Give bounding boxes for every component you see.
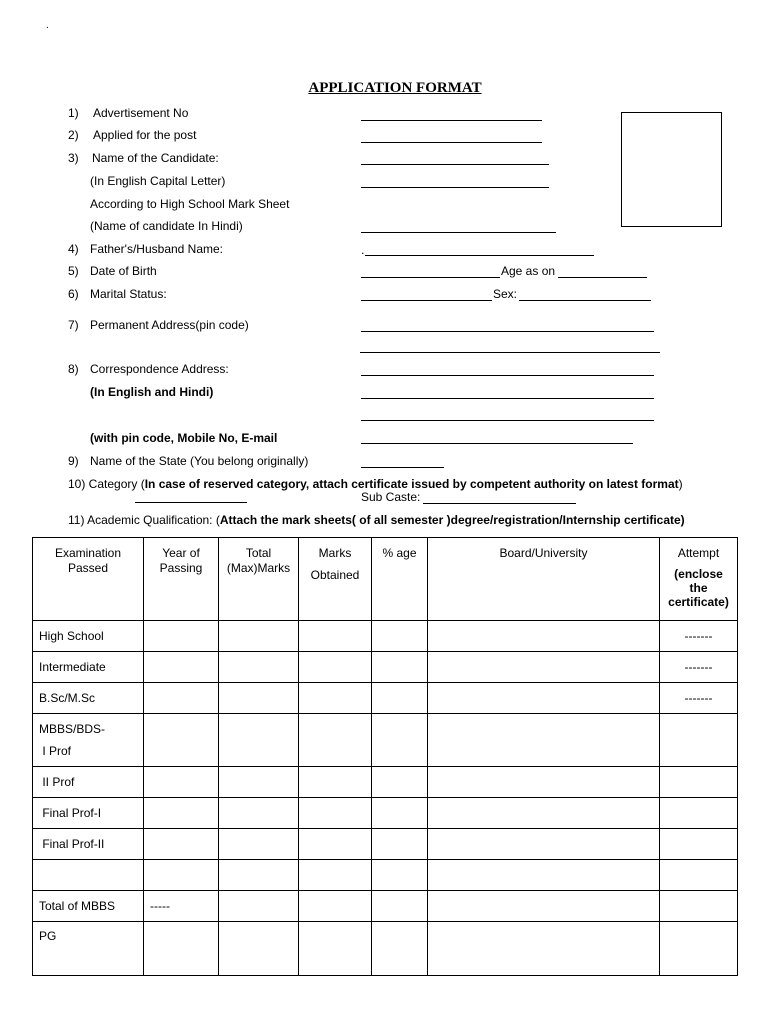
row-exam: B.Sc/M.Sc — [33, 683, 144, 714]
row-total[interactable] — [219, 767, 299, 798]
row-marks[interactable] — [299, 860, 372, 891]
item-number: 5) — [68, 264, 79, 278]
table-row — [33, 714, 738, 767]
table-row — [33, 652, 738, 683]
row-pct[interactable] — [372, 891, 428, 922]
correspondence-address-label: Correspondence Address: — [90, 362, 229, 376]
row-pct[interactable] — [372, 652, 428, 683]
state-field[interactable] — [361, 467, 444, 468]
row-total[interactable] — [219, 683, 299, 714]
page-mark: . — [46, 20, 49, 31]
qualification-table — [32, 537, 738, 976]
row-year[interactable] — [144, 714, 219, 767]
row-board[interactable] — [428, 621, 660, 652]
english-hindi-note: (In English and Hindi) — [90, 385, 214, 399]
row-total[interactable] — [219, 922, 299, 976]
table-row — [33, 798, 738, 829]
row-marks[interactable] — [299, 922, 372, 976]
header-board: Board/University — [428, 538, 660, 621]
row-exam: II Prof — [33, 767, 144, 798]
item-number: 6) — [68, 287, 79, 301]
table-row — [33, 922, 738, 976]
table-header-row — [33, 538, 738, 621]
row-total[interactable] — [219, 714, 299, 767]
page-title: APPLICATION FORMAT — [308, 80, 482, 96]
correspondence-address-field-1[interactable] — [361, 375, 654, 376]
row-marks[interactable] — [299, 683, 372, 714]
candidate-name-label: Name of the Candidate: — [92, 151, 219, 165]
candidate-name-field[interactable] — [361, 164, 549, 165]
contact-note: (with pin code, Mobile No, E-mail — [90, 431, 278, 445]
row-exam: Total of MBBS — [33, 891, 144, 922]
advertisement-no-label: Advertisement No — [93, 106, 189, 120]
row-marks[interactable] — [299, 714, 372, 767]
row-marks[interactable] — [299, 798, 372, 829]
contact-field[interactable] — [361, 443, 633, 444]
row-year[interactable] — [144, 767, 219, 798]
row-marks[interactable] — [299, 621, 372, 652]
row-exam: MBBS/BDS- I Prof — [33, 714, 144, 767]
header-total-marks: Total (Max)Marks — [219, 538, 299, 621]
category-label: 10) Category (In case of reserved category, attach certificate issued by competent authority on latest format) — [68, 477, 683, 491]
header-percentage: % age — [372, 538, 428, 621]
hindi-name-label: (Name of candidate In Hindi) — [90, 219, 243, 233]
sex-label: Sex: — [493, 287, 518, 301]
row-year[interactable] — [144, 683, 219, 714]
row-attempt[interactable] — [660, 798, 738, 829]
item-number: 2) — [68, 128, 79, 142]
header-attempt: Attempt (enclose the certificate) — [660, 538, 738, 621]
row-year[interactable] — [144, 798, 219, 829]
row-attempt[interactable]: ------- — [660, 621, 738, 652]
table-row — [33, 683, 738, 714]
applied-post-field[interactable] — [361, 142, 542, 143]
age-field[interactable] — [558, 277, 647, 278]
subcaste-field[interactable] — [423, 503, 576, 504]
item-number: 1) — [68, 106, 79, 120]
header-year: Year of Passing — [144, 538, 219, 621]
row-attempt[interactable] — [660, 714, 738, 767]
row-attempt[interactable] — [660, 922, 738, 976]
header-marks-obtained: Marks Obtained — [299, 538, 372, 621]
row-board[interactable] — [428, 652, 660, 683]
row-attempt[interactable] — [660, 860, 738, 891]
candidate-name-capital-field[interactable] — [361, 187, 549, 188]
item-number: 4) — [68, 242, 79, 256]
row-year[interactable]: ----- — [144, 891, 219, 922]
correspondence-address-field-2[interactable] — [361, 398, 654, 399]
row-board[interactable] — [428, 922, 660, 976]
row-board[interactable] — [428, 714, 660, 767]
category-field[interactable] — [135, 502, 247, 503]
permanent-address-field-2[interactable] — [360, 352, 660, 353]
row-marks[interactable] — [299, 652, 372, 683]
photo-box — [621, 112, 722, 227]
row-exam: Final Prof-I — [33, 798, 144, 829]
correspondence-address-field-3[interactable] — [361, 420, 654, 421]
item-number: 3) — [68, 151, 79, 165]
hindi-name-field[interactable] — [361, 232, 556, 233]
row-board[interactable] — [428, 683, 660, 714]
row-exam: Intermediate — [33, 652, 144, 683]
father-name-field[interactable] — [365, 255, 594, 256]
age-as-on-label: Age as on — [501, 264, 556, 278]
row-marks[interactable] — [299, 891, 372, 922]
row-pct[interactable] — [372, 683, 428, 714]
applied-post-label: Applied for the post — [93, 128, 197, 142]
father-name-prefix: . — [361, 243, 365, 257]
row-exam: High School — [33, 621, 144, 652]
row-board[interactable] — [428, 798, 660, 829]
row-year[interactable] — [144, 922, 219, 976]
row-year[interactable] — [144, 829, 219, 860]
row-exam — [33, 860, 144, 891]
row-pct[interactable] — [372, 714, 428, 767]
row-board[interactable] — [428, 891, 660, 922]
capital-letter-note: (In English Capital Letter) — [90, 174, 226, 188]
row-total[interactable] — [219, 860, 299, 891]
row-pct[interactable] — [372, 798, 428, 829]
row-marks[interactable] — [299, 829, 372, 860]
row-attempt[interactable] — [660, 891, 738, 922]
table-row — [33, 891, 738, 922]
row-total[interactable] — [219, 652, 299, 683]
state-label: Name of the State (You belong originally) — [90, 454, 309, 468]
table-row — [33, 829, 738, 860]
row-attempt[interactable]: ------- — [660, 652, 738, 683]
row-total[interactable] — [219, 891, 299, 922]
row-exam: PG — [33, 922, 144, 976]
item-number: 9) — [68, 454, 79, 468]
row-year[interactable] — [144, 621, 219, 652]
row-pct[interactable] — [372, 767, 428, 798]
high-school-note: According to High School Mark Sheet — [90, 197, 290, 211]
row-marks[interactable] — [299, 767, 372, 798]
table-row — [33, 767, 738, 798]
dob-label: Date of Birth — [90, 264, 157, 278]
row-total[interactable] — [219, 829, 299, 860]
permanent-address-field-1[interactable] — [361, 331, 654, 332]
table-row — [33, 621, 738, 652]
table-row — [33, 860, 738, 891]
marital-status-label: Marital Status: — [90, 287, 167, 301]
row-year[interactable] — [144, 860, 219, 891]
row-pct[interactable] — [372, 621, 428, 652]
row-year[interactable] — [144, 652, 219, 683]
row-attempt[interactable]: ------- — [660, 683, 738, 714]
row-total[interactable] — [219, 798, 299, 829]
row-pct[interactable] — [372, 829, 428, 860]
marital-status-field[interactable] — [361, 300, 492, 301]
father-name-label: Father's/Husband Name: — [90, 242, 224, 256]
row-attempt[interactable] — [660, 829, 738, 860]
row-attempt[interactable] — [660, 767, 738, 798]
row-board[interactable] — [428, 829, 660, 860]
header-exam: Examination Passed — [33, 538, 144, 621]
row-total[interactable] — [219, 621, 299, 652]
advertisement-no-field[interactable] — [361, 120, 542, 121]
item-number: 8) — [68, 362, 79, 376]
subcaste-label: Sub Caste: — [361, 490, 421, 504]
row-board[interactable] — [428, 860, 660, 891]
row-board[interactable] — [428, 767, 660, 798]
row-pct[interactable] — [372, 922, 428, 976]
row-pct[interactable] — [372, 860, 428, 891]
row-exam: Final Prof-II — [33, 829, 144, 860]
academic-qualification-label: 11) Academic Qualification: (Attach the mark sheets( of all semester )degree/registration/Internship certificate) — [68, 513, 685, 527]
dob-field[interactable] — [361, 277, 500, 278]
sex-field[interactable] — [519, 300, 651, 301]
item-number: 7) — [68, 318, 79, 332]
permanent-address-label: Permanent Address(pin code) — [90, 318, 249, 332]
